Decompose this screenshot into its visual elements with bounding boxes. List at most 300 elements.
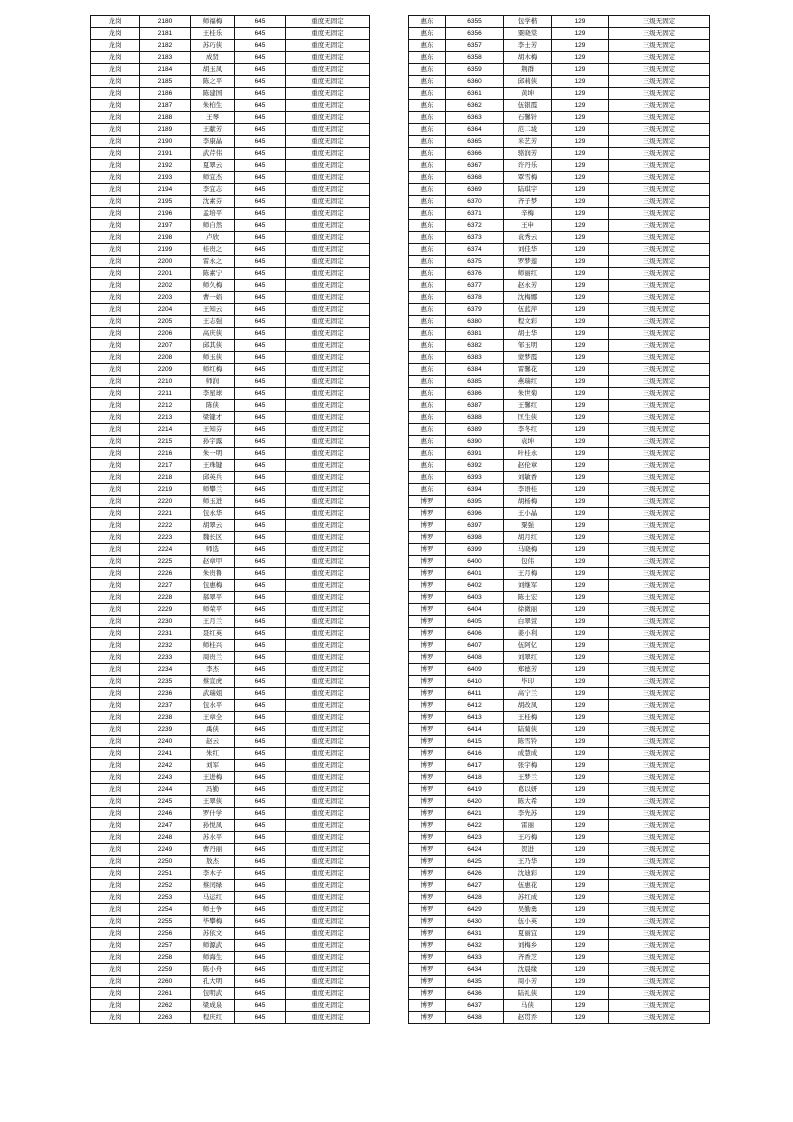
name-cell: 胡月红 <box>504 532 552 544</box>
region-cell: 龙岗 <box>91 724 140 736</box>
name-cell: 陈雪铃 <box>504 736 552 748</box>
serial-cell: 6436 <box>446 988 504 1000</box>
serial-cell: 2253 <box>140 892 191 904</box>
category-cell: 重度无固定 <box>286 292 370 304</box>
serial-cell: 6404 <box>446 604 504 616</box>
name-cell: 李语桂 <box>504 484 552 496</box>
category-cell: 重度无固定 <box>286 808 370 820</box>
region-cell: 龙岗 <box>91 988 140 1000</box>
category-cell: 重度无固定 <box>286 976 370 988</box>
serial-cell: 2193 <box>140 172 191 184</box>
amount-cell: 645 <box>235 472 286 484</box>
serial-cell: 2186 <box>140 88 191 100</box>
name-cell: 夏丽宜 <box>504 928 552 940</box>
category-cell: 三级无固定 <box>609 40 710 52</box>
table-row <box>91 460 370 472</box>
region-cell: 惠东 <box>409 376 446 388</box>
serial-cell: 6407 <box>446 640 504 652</box>
region-cell: 博罗 <box>409 676 446 688</box>
region-cell: 惠东 <box>409 268 446 280</box>
name-cell: 朱柏生 <box>191 100 235 112</box>
table-row <box>91 952 370 964</box>
amount-cell: 129 <box>552 676 609 688</box>
amount-cell: 129 <box>552 160 609 172</box>
serial-cell: 6428 <box>446 892 504 904</box>
category-cell: 重度无固定 <box>286 676 370 688</box>
name-cell: 师福梅 <box>191 16 235 28</box>
category-cell: 重度无固定 <box>286 544 370 556</box>
serial-cell: 2228 <box>140 592 191 604</box>
category-cell: 重度无固定 <box>286 628 370 640</box>
table-row <box>91 880 370 892</box>
serial-cell: 2204 <box>140 304 191 316</box>
amount-cell: 645 <box>235 1000 286 1012</box>
amount-cell: 645 <box>235 424 286 436</box>
region-cell: 龙岗 <box>91 364 140 376</box>
serial-cell: 6388 <box>446 412 504 424</box>
category-cell: 重度无固定 <box>286 844 370 856</box>
table-row <box>409 316 710 328</box>
amount-cell: 645 <box>235 448 286 460</box>
category-cell: 三级无固定 <box>609 820 710 832</box>
serial-cell: 2217 <box>140 460 191 472</box>
amount-cell: 129 <box>552 808 609 820</box>
category-cell: 三级无固定 <box>609 976 710 988</box>
region-cell: 博罗 <box>409 508 446 520</box>
category-cell: 重度无固定 <box>286 460 370 472</box>
name-cell: 徐微丽 <box>504 604 552 616</box>
amount-cell: 129 <box>552 520 609 532</box>
category-cell: 三级无固定 <box>609 136 710 148</box>
name-cell: 李康晶 <box>191 136 235 148</box>
table-row <box>409 484 710 496</box>
amount-cell: 129 <box>552 232 609 244</box>
category-cell: 三级无固定 <box>609 484 710 496</box>
table-row <box>409 112 710 124</box>
table-row <box>409 868 710 880</box>
table-row <box>409 388 710 400</box>
name-cell: 胡杨梅 <box>504 496 552 508</box>
amount-cell: 645 <box>235 172 286 184</box>
table-row <box>409 916 710 928</box>
category-cell: 三级无固定 <box>609 424 710 436</box>
serial-cell: 6370 <box>446 196 504 208</box>
category-cell: 重度无固定 <box>286 124 370 136</box>
table-row <box>409 52 710 64</box>
amount-cell: 129 <box>552 460 609 472</box>
region-cell: 博罗 <box>409 988 446 1000</box>
region-cell: 惠东 <box>409 388 446 400</box>
table-row <box>91 88 370 100</box>
amount-cell: 129 <box>552 916 609 928</box>
name-cell: 刘梅乡 <box>504 940 552 952</box>
amount-cell: 129 <box>552 340 609 352</box>
table-row <box>91 1000 370 1012</box>
category-cell: 三级无固定 <box>609 292 710 304</box>
name-cell: 赵伦章 <box>504 460 552 472</box>
region-cell: 龙岗 <box>91 688 140 700</box>
serial-cell: 2187 <box>140 100 191 112</box>
table-row <box>91 124 370 136</box>
name-cell: 陆礼侠 <box>504 988 552 1000</box>
serial-cell: 6419 <box>446 784 504 796</box>
serial-cell: 2210 <box>140 376 191 388</box>
category-cell: 三级无固定 <box>609 28 710 40</box>
category-cell: 三级无固定 <box>609 664 710 676</box>
amount-cell: 129 <box>552 700 609 712</box>
amount-cell: 645 <box>235 532 286 544</box>
name-cell: 梁键才 <box>191 412 235 424</box>
region-cell: 龙岗 <box>91 76 140 88</box>
serial-cell: 6395 <box>446 496 504 508</box>
region-cell: 龙岗 <box>91 976 140 988</box>
category-cell: 三级无固定 <box>609 112 710 124</box>
name-cell: 卢欣 <box>191 232 235 244</box>
name-cell: 赵永芳 <box>504 280 552 292</box>
region-cell: 龙岗 <box>91 496 140 508</box>
serial-cell: 2255 <box>140 916 191 928</box>
amount-cell: 645 <box>235 232 286 244</box>
region-cell: 龙岗 <box>91 412 140 424</box>
table-row <box>409 976 710 988</box>
category-cell: 三级无固定 <box>609 76 710 88</box>
serial-cell: 6424 <box>446 844 504 856</box>
serial-cell: 2239 <box>140 724 191 736</box>
amount-cell: 645 <box>235 760 286 772</box>
serial-cell: 6416 <box>446 748 504 760</box>
category-cell: 重度无固定 <box>286 736 370 748</box>
amount-cell: 129 <box>552 208 609 220</box>
amount-cell: 129 <box>552 820 609 832</box>
region-cell: 龙岗 <box>91 1012 140 1024</box>
table-row <box>91 364 370 376</box>
table-row <box>91 868 370 880</box>
category-cell: 重度无固定 <box>286 76 370 88</box>
category-cell: 三级无固定 <box>609 724 710 736</box>
region-cell: 龙岗 <box>91 352 140 364</box>
category-cell: 重度无固定 <box>286 556 370 568</box>
category-cell: 重度无固定 <box>286 1000 370 1012</box>
table-row <box>409 424 710 436</box>
serial-cell: 2184 <box>140 64 191 76</box>
serial-cell: 6410 <box>446 676 504 688</box>
serial-cell: 6434 <box>446 964 504 976</box>
table-row <box>409 136 710 148</box>
category-cell: 重度无固定 <box>286 568 370 580</box>
region-cell: 龙岗 <box>91 952 140 964</box>
name-cell: 伍银霞 <box>504 100 552 112</box>
amount-cell: 645 <box>235 604 286 616</box>
name-cell: 武瑞姐 <box>191 688 235 700</box>
region-cell: 龙岗 <box>91 424 140 436</box>
name-cell: 聂红英 <box>191 628 235 640</box>
name-cell: 王巧梅 <box>504 832 552 844</box>
category-cell: 重度无固定 <box>286 688 370 700</box>
category-cell: 重度无固定 <box>286 352 370 364</box>
serial-cell: 2260 <box>140 976 191 988</box>
name-cell: 范二垅 <box>504 124 552 136</box>
table-row <box>409 520 710 532</box>
category-cell: 重度无固定 <box>286 172 370 184</box>
table-row <box>409 628 710 640</box>
amount-cell: 645 <box>235 640 286 652</box>
amount-cell: 129 <box>552 580 609 592</box>
table-row <box>91 496 370 508</box>
amount-cell: 645 <box>235 28 286 40</box>
name-cell: 雷馨花 <box>504 364 552 376</box>
name-cell: 骆润芳 <box>504 148 552 160</box>
name-cell: 王桂乐 <box>191 28 235 40</box>
serial-cell: 6390 <box>446 436 504 448</box>
name-cell: 粟强 <box>504 520 552 532</box>
serial-cell: 6369 <box>446 184 504 196</box>
name-cell: 赵云 <box>191 736 235 748</box>
serial-cell: 2243 <box>140 772 191 784</box>
region-cell: 博罗 <box>409 580 446 592</box>
table-row <box>91 832 370 844</box>
region-cell: 龙岗 <box>91 556 140 568</box>
amount-cell: 129 <box>552 652 609 664</box>
region-cell: 博罗 <box>409 604 446 616</box>
table-row <box>409 832 710 844</box>
amount-cell: 129 <box>552 52 609 64</box>
name-cell: 师丽红 <box>504 268 552 280</box>
amount-cell: 129 <box>552 892 609 904</box>
serial-cell: 2185 <box>140 76 191 88</box>
table-row <box>91 316 370 328</box>
table-row <box>91 244 370 256</box>
name-cell: 包伟 <box>504 556 552 568</box>
table-row <box>91 976 370 988</box>
amount-cell: 645 <box>235 340 286 352</box>
table-row <box>409 772 710 784</box>
table-row <box>91 544 370 556</box>
region-cell: 惠东 <box>409 328 446 340</box>
serial-cell: 2235 <box>140 676 191 688</box>
category-cell: 重度无固定 <box>286 64 370 76</box>
region-cell: 龙岗 <box>91 340 140 352</box>
name-cell: 燕瑞红 <box>504 376 552 388</box>
name-cell: 师红梅 <box>191 364 235 376</box>
category-cell: 重度无固定 <box>286 196 370 208</box>
region-cell: 博罗 <box>409 844 446 856</box>
table-row <box>409 88 710 100</box>
name-cell: 叶桂永 <box>504 448 552 460</box>
amount-cell: 129 <box>552 328 609 340</box>
serial-cell: 2196 <box>140 208 191 220</box>
region-cell: 龙岗 <box>91 436 140 448</box>
category-cell: 重度无固定 <box>286 604 370 616</box>
category-cell: 重度无固定 <box>286 280 370 292</box>
name-cell: 葛以妍 <box>504 784 552 796</box>
serial-cell: 2257 <box>140 940 191 952</box>
name-cell: 程文彩 <box>504 316 552 328</box>
category-cell: 三级无固定 <box>609 220 710 232</box>
amount-cell: 129 <box>552 1012 609 1024</box>
region-cell: 龙岗 <box>91 460 140 472</box>
serial-cell: 6371 <box>446 208 504 220</box>
name-cell: 沈晨缘 <box>504 964 552 976</box>
serial-cell: 6361 <box>446 88 504 100</box>
category-cell: 重度无固定 <box>286 400 370 412</box>
serial-cell: 6409 <box>446 664 504 676</box>
category-cell: 重度无固定 <box>286 496 370 508</box>
region-cell: 龙岗 <box>91 796 140 808</box>
name-cell: 袁坤 <box>504 436 552 448</box>
amount-cell: 645 <box>235 520 286 532</box>
name-cell: 王珠键 <box>191 460 235 472</box>
region-cell: 龙岗 <box>91 220 140 232</box>
serial-cell: 2183 <box>140 52 191 64</box>
table-row <box>91 724 370 736</box>
roster-table-right <box>408 15 710 1024</box>
region-cell: 惠东 <box>409 76 446 88</box>
category-cell: 重度无固定 <box>286 268 370 280</box>
region-cell: 博罗 <box>409 964 446 976</box>
serial-cell: 2215 <box>140 436 191 448</box>
amount-cell: 129 <box>552 64 609 76</box>
name-cell: 陈大希 <box>504 796 552 808</box>
category-cell: 重度无固定 <box>286 328 370 340</box>
region-cell: 龙岗 <box>91 640 140 652</box>
table-row <box>409 748 710 760</box>
amount-cell: 129 <box>552 904 609 916</box>
amount-cell: 129 <box>552 592 609 604</box>
serial-cell: 2201 <box>140 268 191 280</box>
amount-cell: 129 <box>552 196 609 208</box>
name-cell: 胡翠云 <box>191 520 235 532</box>
amount-cell: 129 <box>552 796 609 808</box>
name-cell: 蒙梦霞 <box>504 352 552 364</box>
roster-table-left-body <box>91 16 370 1024</box>
category-cell: 三级无固定 <box>609 436 710 448</box>
amount-cell: 645 <box>235 964 286 976</box>
table-row <box>409 952 710 964</box>
category-cell: 重度无固定 <box>286 256 370 268</box>
region-cell: 博罗 <box>409 796 446 808</box>
serial-cell: 2250 <box>140 856 191 868</box>
name-cell: 王志强 <box>191 316 235 328</box>
region-cell: 龙岗 <box>91 520 140 532</box>
amount-cell: 645 <box>235 256 286 268</box>
region-cell: 惠东 <box>409 448 446 460</box>
serial-cell: 2263 <box>140 1012 191 1024</box>
category-cell: 三级无固定 <box>609 16 710 28</box>
name-cell: 陆琪宇 <box>504 184 552 196</box>
category-cell: 重度无固定 <box>286 472 370 484</box>
category-cell: 三级无固定 <box>609 88 710 100</box>
amount-cell: 129 <box>552 844 609 856</box>
serial-cell: 6397 <box>446 520 504 532</box>
serial-cell: 6365 <box>446 136 504 148</box>
serial-cell: 6358 <box>446 52 504 64</box>
amount-cell: 645 <box>235 940 286 952</box>
category-cell: 重度无固定 <box>286 952 370 964</box>
name-cell: 孔大明 <box>191 976 235 988</box>
name-cell: 雷永之 <box>191 256 235 268</box>
table-row <box>91 820 370 832</box>
name-cell: 武芹伟 <box>191 148 235 160</box>
category-cell: 重度无固定 <box>286 832 370 844</box>
table-row <box>91 964 370 976</box>
region-cell: 龙岗 <box>91 160 140 172</box>
category-cell: 三级无固定 <box>609 100 710 112</box>
category-cell: 三级无固定 <box>609 1000 710 1012</box>
serial-cell: 2237 <box>140 700 191 712</box>
serial-cell: 6394 <box>446 484 504 496</box>
category-cell: 三级无固定 <box>609 688 710 700</box>
table-row <box>91 232 370 244</box>
serial-cell: 6431 <box>446 928 504 940</box>
table-row <box>91 676 370 688</box>
table-row <box>91 52 370 64</box>
table-row <box>409 184 710 196</box>
region-cell: 龙岗 <box>91 16 140 28</box>
name-cell: 高庆侠 <box>191 328 235 340</box>
name-cell: 曹一娟 <box>191 292 235 304</box>
name-cell: 毕印 <box>504 676 552 688</box>
region-cell: 龙岗 <box>91 808 140 820</box>
category-cell: 三级无固定 <box>609 280 710 292</box>
amount-cell: 645 <box>235 592 286 604</box>
amount-cell: 645 <box>235 988 286 1000</box>
table-row <box>409 964 710 976</box>
region-cell: 龙岗 <box>91 28 140 40</box>
category-cell: 三级无固定 <box>609 772 710 784</box>
table-row <box>91 184 370 196</box>
name-cell: 匡生侠 <box>504 412 552 424</box>
name-cell: 粟晓棠 <box>504 28 552 40</box>
region-cell: 惠东 <box>409 472 446 484</box>
name-cell: 刘继军 <box>504 580 552 592</box>
serial-cell: 6396 <box>446 508 504 520</box>
region-cell: 惠东 <box>409 436 446 448</box>
region-cell: 惠东 <box>409 88 446 100</box>
table-row <box>409 376 710 388</box>
serial-cell: 6399 <box>446 544 504 556</box>
category-cell: 三级无固定 <box>609 844 710 856</box>
serial-cell: 2211 <box>140 388 191 400</box>
serial-cell: 2195 <box>140 196 191 208</box>
amount-cell: 645 <box>235 316 286 328</box>
serial-cell: 2230 <box>140 616 191 628</box>
category-cell: 重度无固定 <box>286 484 370 496</box>
table-row <box>409 844 710 856</box>
table-row <box>409 100 710 112</box>
table-row <box>409 40 710 52</box>
serial-cell: 2209 <box>140 364 191 376</box>
name-cell: 师玉侠 <box>191 352 235 364</box>
table-row <box>409 652 710 664</box>
region-cell: 龙岗 <box>91 868 140 880</box>
serial-cell: 6418 <box>446 772 504 784</box>
name-cell: 伍惠花 <box>504 880 552 892</box>
region-cell: 惠东 <box>409 184 446 196</box>
category-cell: 三级无固定 <box>609 916 710 928</box>
table-row <box>409 808 710 820</box>
table-row <box>409 292 710 304</box>
name-cell: 荆群 <box>504 64 552 76</box>
serial-cell: 2242 <box>140 760 191 772</box>
name-cell: 王小晶 <box>504 508 552 520</box>
amount-cell: 129 <box>552 616 609 628</box>
category-cell: 三级无固定 <box>609 832 710 844</box>
serial-cell: 2206 <box>140 328 191 340</box>
serial-cell: 2202 <box>140 280 191 292</box>
category-cell: 三级无固定 <box>609 904 710 916</box>
table-row <box>91 736 370 748</box>
region-cell: 博罗 <box>409 856 446 868</box>
